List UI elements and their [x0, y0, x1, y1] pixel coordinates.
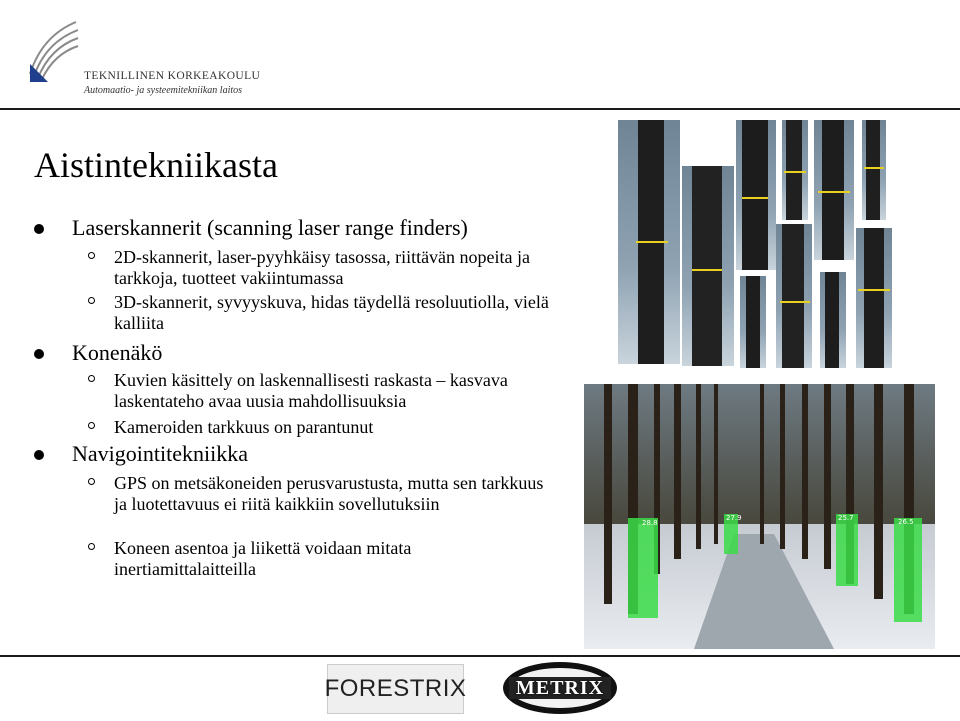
- trunk-measure-label: 26.5: [898, 518, 914, 526]
- trunk-crop: [820, 272, 846, 368]
- trunk-crop: [814, 120, 854, 260]
- metrix-logo: [501, 660, 619, 716]
- trunk-crop: [740, 276, 766, 368]
- bullet-dot-icon: [34, 224, 44, 234]
- bullet-dot-icon: [34, 450, 44, 460]
- trunk-crop: [736, 120, 776, 270]
- trunk-crop: [862, 120, 886, 220]
- trunk-crop: [682, 166, 734, 366]
- header-divider: [0, 108, 960, 110]
- slide-title: Aistintekniikasta: [34, 145, 278, 185]
- forest-photo-image: [584, 384, 935, 649]
- trunk-measure-label: 27.9: [726, 514, 742, 522]
- sub-bullet-text: 3D-skannerit, syvyyskuva, hidas täydellä resoluutiolla, vielä kalliita: [114, 292, 549, 333]
- sub-bullet-ring-icon: [88, 375, 95, 382]
- sub-bullet-ring-icon: [88, 252, 95, 259]
- sub-bullet-text: 2D-skannerit, laser-pyyhkäisy tasossa, riittävän nopeita ja tarkkoja, tuotteet vakiintumassa: [114, 247, 531, 288]
- department-name: Automaatio- ja systeemitekniikan laitos: [84, 85, 243, 96]
- footer-divider: [0, 655, 960, 657]
- sub-bullet-text: Koneen asentoa ja liikettä voidaan mitata inertiamittalaitteilla: [114, 538, 412, 579]
- bullet-text: Laserskannerit (scanning laser range finders): [72, 215, 468, 240]
- trunk-measure-label: 28.8: [642, 519, 658, 527]
- trunk-crop: [618, 120, 680, 364]
- university-logo-icon: [22, 16, 82, 84]
- bullet-dot-icon: [34, 349, 44, 359]
- tree-trunk-crops-image: [618, 120, 892, 368]
- forestrix-logo: FORESTRIX: [327, 664, 464, 714]
- sub-bullet-ring-icon: [88, 543, 95, 550]
- trunk-measure-label: 25.7: [838, 514, 854, 522]
- trunk-crop: [856, 228, 892, 368]
- bullet-text: Navigointitekniikka: [72, 441, 248, 466]
- sub-bullet-ring-icon: [88, 297, 95, 304]
- sub-bullet-ring-icon: [88, 478, 95, 485]
- sub-bullet-text: Kuvien käsittely on laskennallisesti raskasta – kasvava laskentateho avaa uusia mahdollisuuksia: [114, 370, 508, 411]
- bullet-text: Konenäkö: [72, 340, 163, 365]
- trunk-crop: [776, 224, 812, 368]
- metrix-wordmark: METRIX: [515, 676, 605, 699]
- organization-name: TEKNILLINEN KORKEAKOULU: [84, 70, 261, 82]
- sub-bullet-ring-icon: [88, 422, 95, 429]
- trunk-crop: [782, 120, 808, 220]
- sub-bullet-text: GPS on metsäkoneiden perusvarustusta, mutta sen tarkkuus ja luotettavuus ei riitä kaikkiin sovellutuksiin: [114, 473, 544, 514]
- sub-bullet-text: Kameroiden tarkkuus on parantunut: [114, 417, 374, 437]
